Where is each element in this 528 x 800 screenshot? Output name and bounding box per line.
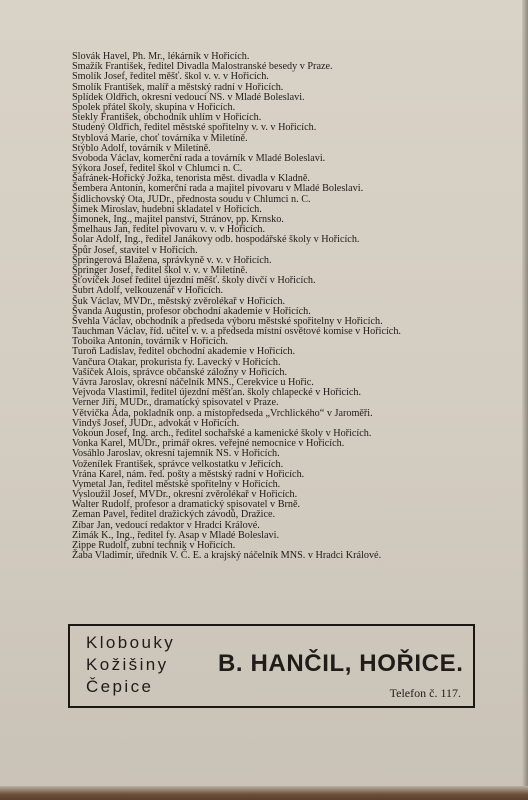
list-entry: Šprìnger Josef, ředitel škol v. v. v Miletíně. bbox=[72, 264, 248, 276]
advertisement-product: Kožišiny bbox=[86, 655, 169, 674]
list-entry: Větvička Áda, pokladník onp. a místopředseda „Vrchlického“ v Jaroměři. bbox=[72, 407, 373, 419]
list-entry: Svoboda Václav, komerční rada a továrník v Mladé Boleslavi. bbox=[72, 152, 326, 164]
list-entry: Vančura Otakar, prokurista fy. Lavecký v Hořicích. bbox=[72, 356, 281, 368]
table-surface bbox=[0, 786, 528, 800]
list-entry: Vosáhlo Jaroslav, okresní tajemník NS. v Hořicích. bbox=[72, 448, 280, 460]
list-entry: Vindyš Josef, JUDr., advokát v Hořicích. bbox=[72, 417, 240, 429]
list-entry: Šuk Václav, MVDr., městský zvěrolékař v Hořicích. bbox=[72, 295, 286, 307]
advertisement-product: Čepice bbox=[86, 677, 154, 696]
list-entry: Vonka Karel, MUDr., primář okres. veřejné nemocnice v Hořicích. bbox=[72, 438, 345, 450]
list-entry: Vávra Jaroslav, okresní náčelník MNS., Cerekvice u Hořic. bbox=[72, 377, 314, 388]
list-entry: Studený Oldřich, ředitel městské spořitelny v. v. v Hořicích. bbox=[72, 122, 317, 134]
advertisement-product: Klobouky bbox=[86, 633, 176, 652]
list-entry: Walter Rudolf, profesor a dramatický spisovatel v Brně. bbox=[72, 499, 301, 511]
list-entry: Šprìngerová Blažena, správkyně v. v. v Hořicích. bbox=[72, 254, 272, 266]
list-entry: Vrána Karel, nám. řed. pošty a městský radní v Hořicích. bbox=[72, 468, 305, 480]
advertisement-products bbox=[86, 632, 216, 698]
list-entry: Stýblo Adolf, továrník v Miletíně. bbox=[72, 142, 211, 154]
list-entry: Vymetal Jan, ředitel městské spořitelny v Hořicích. bbox=[72, 478, 281, 490]
list-entry: Šolar Adolf, Ing., ředitel Janákovy odb. hospodářské školy v Hořicích. bbox=[72, 234, 360, 246]
list-entry: Šembera Antonín, komerční rada a majitel pivovaru v Mladé Boleslavi. bbox=[72, 183, 364, 195]
list-entry: Šimonek, Ing., majitel panství, Stránov, pp. Krnsko. bbox=[72, 214, 284, 225]
list-entry: Sýkora Josef, ředitel škol v Chlumci n. C. bbox=[72, 163, 243, 175]
list-entry: Žaba Vladimír, úředník V. Č. E. a krajský náčelník MNS. v Hradci Králové. bbox=[72, 550, 382, 562]
list-entry: Slovák Havel, Ph. Mr., lékárník v Hořicích. bbox=[72, 51, 250, 62]
subscriber-list bbox=[72, 52, 512, 561]
list-entry: Verner Jiří, MUDr., dramatický spisovatel v Praze. bbox=[72, 397, 279, 409]
list-entry: Stekly František, obchodník uhlím v Hořicích. bbox=[72, 112, 262, 124]
list-entry: Šimek Miroslav, hudební skladatel v Hořicích. bbox=[72, 203, 262, 215]
advertisement-phone: Telefon č. 117. bbox=[389, 686, 461, 700]
list-entry: Švehla Václav, obchodník a předseda výboru městské spořitelny v Hořicích. bbox=[72, 315, 383, 327]
list-entry: Šubrt Adolf, velkouzenář v Hořicích. bbox=[72, 285, 224, 297]
list-entry: Splídek Oldřich, okresní vedoucí NS. v Mladé Boleslavi. bbox=[72, 91, 305, 103]
list-entry: Toboika Antonín, továrník v Hořicích. bbox=[72, 336, 229, 348]
list-entry: Šidlichovský Ota, JUDr., přednosta soudu v Chlumci n. C. bbox=[72, 193, 311, 205]
list-entry: Švanda Augustin, profesor obchodní akademie v Hořicích. bbox=[72, 305, 311, 317]
list-entry: Smolík Josef, ředitel měšť. škol v. v. v Hořicích. bbox=[72, 71, 269, 83]
list-entry: Zíbar Jan, vedoucí redaktor v Hradci Králové. bbox=[72, 519, 260, 531]
page-edge bbox=[522, 0, 528, 800]
list-entry: Turoň Ladislav, ředitel obchodní akademie v Hořicích. bbox=[72, 346, 296, 358]
list-entry: Styblová Marie, choť továrníka v Miletíně. bbox=[72, 132, 248, 144]
list-entry: Zeman Pavel, ředitel dražických závodů, Dražice. bbox=[72, 509, 276, 521]
list-entry: Vašíček Alois, správce občanské záložny v Hořicích. bbox=[72, 366, 287, 378]
list-entry: Voženílek František, správce velkostatku v Jeřicích. bbox=[72, 458, 284, 470]
list-entry: Smažík František, ředitel Divadla Malostranské besedy v Praze. bbox=[72, 61, 333, 73]
list-entry: Vejvoda Vlastimil, ředitel újezdní měšťan. školy chlapecké v Hořicích. bbox=[72, 387, 362, 399]
list-entry: Spolek přátel školy, skupina v Hořicích. bbox=[72, 101, 236, 113]
list-entry: Smolík František, malíř a městský radní v Hořicích. bbox=[72, 81, 284, 93]
list-entry: Zippe Rudolf, zubní technik v Hořicích. bbox=[72, 540, 236, 551]
list-entry: Šmelhaus Jan, ředitel pivovaru v. v. v Hořicích. bbox=[72, 224, 266, 236]
list-entry: Špůr Josef, stavitel v Hořicích. bbox=[72, 244, 198, 256]
list-entry: Tauchman Václav, říd. učitel v. v. a předseda místní osvětové komise v Hořicích. bbox=[72, 326, 401, 338]
list-entry: Šťovíček Josef ředitel újezdní měšť. školy dívčí v Hořicích. bbox=[72, 275, 316, 287]
list-entry: Šafránek-Hořický Jožka, tenorista měst. divadla v Kladně. bbox=[72, 173, 310, 185]
advertisement-firm-name: B. HANČIL, HOŘICE. bbox=[218, 650, 464, 677]
list-entry: Vysloužil Josef, MVDr., okresní zvěrolékař v Hořicích. bbox=[72, 489, 298, 501]
advertisement-box bbox=[68, 624, 475, 708]
list-entry: Zimák K., Ing., ředitel fy. Asap v Mladé Boleslavi. bbox=[72, 529, 280, 541]
list-entry: Vokoun Josef, Ing. arch., ředitel sochařské a kamenické školy v Hořicích. bbox=[72, 427, 372, 439]
